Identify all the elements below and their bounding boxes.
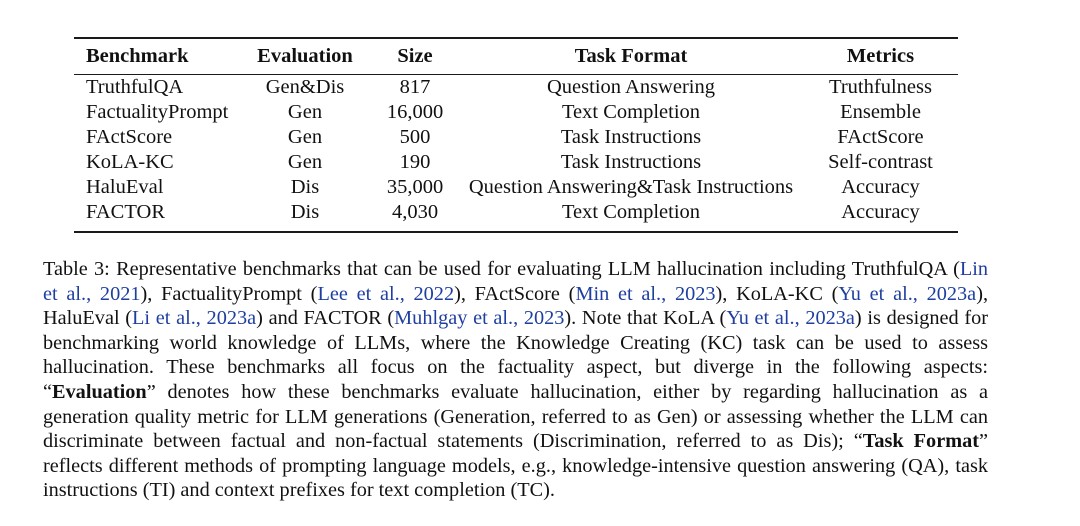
cell-evaluation: Gen [287, 126, 323, 148]
cell-benchmark: FactualityPrompt [86, 101, 229, 123]
cell-benchmark: FActScore [86, 126, 173, 148]
caption-text: ) and FACTOR ( [256, 307, 395, 330]
citation-link[interactable]: Yu et al., 2023a [838, 282, 977, 305]
caption-text: ) is designed for benchmarking world knowledge of LLMs, where the Knowledge Creating (KC) task can be used to assess hallucination. These benchmarks all focus on the factuality aspect, but diverge in the following aspects: “ [43, 307, 989, 403]
header-size: Size [397, 45, 433, 67]
table-row [74, 100, 958, 125]
caption-text: ), KoLA-KC ( [715, 282, 839, 305]
table-row [74, 200, 958, 231]
cell-size: 817 [399, 76, 431, 98]
citation-link[interactable]: Lee et al., 2022 [317, 282, 455, 305]
citation-link[interactable]: Lin et al., 2021 [43, 258, 988, 305]
caption-bold-term: Evaluation [52, 380, 147, 403]
cell-metrics: Self-contrast [828, 151, 933, 173]
header-evaluation: Evaluation [257, 45, 353, 67]
cell-task-format: Question Answering&Task Instructions [468, 176, 794, 198]
benchmark-table-container [74, 37, 958, 233]
citation-link[interactable]: Muhlgay et al., 2023 [394, 307, 565, 330]
citation-link[interactable]: Min et al., 2023 [575, 282, 716, 305]
cell-task-format: Text Completion [561, 201, 701, 223]
cell-benchmark: HaluEval [86, 176, 164, 198]
cell-metrics: Accuracy [841, 201, 920, 223]
cell-evaluation: Gen&Dis [265, 76, 345, 98]
cell-benchmark: FACTOR [86, 201, 165, 223]
table-header-row [74, 39, 958, 74]
caption-text: Table 3: Representative benchmarks that can be used for evaluating LLM hallucination including TruthfulQA ( [43, 258, 960, 280]
header-metrics: Metrics [846, 45, 915, 67]
caption-text: ” denotes how these benchmarks evaluate hallucination, either by regarding hallucination as a generation quality metric for LLM generations (Generation, referred to as Gen) or assessing whether the LLM can discriminate between factual and non-factual statements (Discrimination, referred to as Dis); “ [43, 380, 988, 453]
cell-task-format: Task Instructions [560, 151, 702, 173]
caption-text: ), HaluEval ( [43, 282, 989, 330]
table-row [74, 150, 958, 175]
caption-text: ), FActScore ( [454, 282, 576, 305]
cell-benchmark: KoLA-KC [86, 151, 174, 173]
cell-metrics: Ensemble [840, 101, 921, 123]
cell-size: 190 [399, 151, 431, 173]
cell-evaluation: Dis [290, 201, 320, 223]
table-row [74, 75, 958, 100]
caption-text: ” reflects different methods of prompting language models, e.g., knowledge-intensive question answering (QA), task instructions (TI) and context prefixes for text completion (TC). [43, 430, 988, 502]
cell-metrics: Accuracy [841, 176, 920, 198]
caption-bold-term: Task Format [862, 430, 979, 453]
cell-task-format: Text Completion [561, 101, 701, 123]
table-caption [43, 257, 988, 503]
caption-text: ), FactualityPrompt ( [140, 282, 318, 305]
cell-size: 35,000 [386, 176, 444, 198]
citation-link[interactable]: Li et al., 2023a [132, 307, 257, 330]
cell-task-format: Task Instructions [560, 126, 702, 148]
caption-text: ). Note that KoLA ( [564, 307, 727, 330]
table-row [74, 125, 958, 150]
cell-evaluation: Gen [287, 151, 323, 173]
table-row [74, 175, 958, 200]
table-bottom-rule [74, 231, 958, 233]
header-task-format: Task Format [574, 45, 688, 67]
cell-size: 4,030 [391, 201, 439, 223]
cell-size: 16,000 [386, 101, 444, 123]
cell-benchmark: TruthfulQA [86, 76, 184, 98]
cell-metrics: Truthfulness [829, 76, 932, 98]
benchmark-table [74, 39, 958, 231]
cell-evaluation: Dis [290, 176, 320, 198]
cell-metrics: FActScore [837, 126, 924, 148]
cell-size: 500 [399, 126, 431, 148]
citation-link[interactable]: Yu et al., 2023a [726, 307, 855, 330]
header-benchmark: Benchmark [86, 45, 189, 67]
cell-task-format: Question Answering [547, 76, 715, 98]
cell-evaluation: Gen [287, 101, 323, 123]
